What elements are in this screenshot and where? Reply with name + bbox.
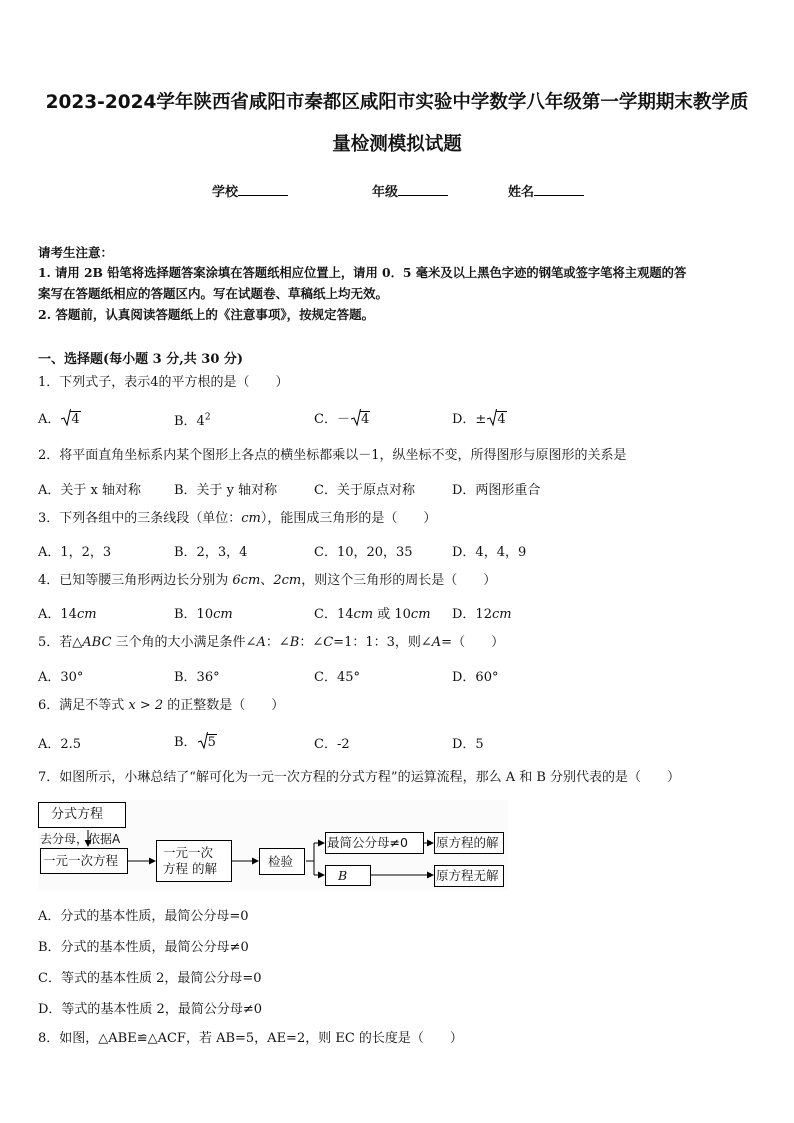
flowchart [38,800,508,890]
flow-box-lcd-nonzero: 最简公分母≠0 [325,832,424,854]
q4-option-c: C．14cm 或 10cm [314,607,431,622]
school-label: 学校 [212,185,239,200]
q5-option-d: D．60° [452,670,499,685]
grade-blank [398,183,448,196]
q3-stem: 3．下列各组中的三条线段（单位：cm），能围成三角形的是（ ） [38,511,437,526]
q2-option-b: B．关于 y 轴对称 [174,483,278,498]
q3-option-d: D．4，4，9 [452,545,527,560]
flow-box-linear-equation: 一元一次方程 [40,848,128,874]
grade-label: 年级 [372,185,399,200]
q6-stem: 6．满足不等式 x > 2 的正整数是（ ） [38,698,285,713]
q1-option-d: D．± 4 [452,408,507,427]
q3-option-a: A．1，2，3 [38,545,112,560]
note-1a: 1. 请用 2B 铅笔将选择题答案涂填在答题纸相应位置上，请用 0．5 毫米及以上黑色字迹的钢笔或签字笔将主观题的答 [38,265,687,280]
q1-option-a: A． 4 [38,408,81,427]
name-field [508,181,584,200]
note-1b: 案写在答题纸相应的答题区内。写在试题卷、草稿纸上均无效。 [38,286,389,301]
q7-option-a: A．分式的基本性质，最简公分母=0 [38,909,249,924]
q7-option-c: C．等式的基本性质 2，最简公分母=0 [38,971,262,986]
flow-box-linear-solution: 一元一次 方程 的解 [156,840,232,882]
grade-field [372,181,448,200]
q6-option-a: A．2.5 [38,737,82,752]
q1-option-c: C．－ 4 [314,408,370,427]
q2-option-c: C．关于原点对称 [314,483,415,498]
sqrt-symbol: 5 [198,734,217,750]
q6-option-b: B． 5 [174,731,217,750]
q3-option-b: B．2，3，4 [174,545,248,560]
q2-option-a: A．关于 x 轴对称 [38,483,141,498]
name-label: 姓名 [508,185,535,200]
flow-box-original-solution: 原方程的解 [434,832,504,854]
school-blank [238,183,288,196]
q5-option-b: B．36° [174,670,220,685]
flow-box-check: 检验 [259,848,305,875]
notes-heading: 请考生注意： [38,245,114,260]
q5-stem: 5．若△ABC 三个角的大小满足条件∠A：∠B：∠C=1：1：3，则∠A=（ ） [38,635,505,650]
q8-stem: 8．如图，△ABE≌△ACF，若 AB=5，AE=2，则 EC 的长度是（ ） [38,1031,463,1046]
sqrt-symbol: 4 [61,411,80,427]
sqrt-symbol: 4 [351,411,370,427]
flow-label-remove-denominator: 去分母，依据A [40,832,121,846]
q5-option-a: A．30° [38,670,84,685]
q4-stem: 4．已知等腰三角形两边长分别为 6cm、2cm，则这个三角形的周长是（ ） [38,573,497,588]
q1-stem: 1．下列式子，表示4的平方根的是（ ） [38,375,289,390]
q6-option-c: C．-2 [314,737,350,752]
q4-option-b: B．10cm [174,607,233,622]
q5-option-c: C．45° [314,670,360,685]
q4-option-d: D．12cm [452,607,512,622]
flow-box-fractional-equation: 分式方程 [38,802,126,828]
q7-option-b: B．分式的基本性质，最简公分母≠0 [38,940,249,955]
q1-option-b: B．$4^2$ [174,412,211,429]
q3-option-c: C．10，20，35 [314,545,413,560]
page-title-line1: 2023-2024学年陕西省咸阳市秦都区咸阳市实验中学数学八年级第一学期期末教学质 [45,92,749,113]
q4-option-a: A．14cm [38,607,97,622]
section-heading: 一、选择题(每小题 3 分,共 30 分) [38,352,244,367]
q7-stem: 7．如图所示，小琳总结了“解可化为一元一次方程的分式方程”的运算流程，那么 A 和 B 分别代表的是（ ） [38,770,681,785]
note-2: 2. 答题前，认真阅读答题纸上的《注意事项》，按规定答题。 [38,307,375,322]
q2-stem: 2．将平面直角坐标系内某个图形上各点的横坐标都乘以－1，纵坐标不变，所得图形与原图形的关系是 [38,448,627,463]
q2-option-d: D．两图形重合 [452,483,541,498]
flow-box-no-solution: 原方程无解 [434,865,504,887]
q7-option-d: D．等式的基本性质 2，最简公分母≠0 [38,1002,262,1017]
name-blank [534,183,584,196]
flow-box-b: B [325,865,371,886]
sqrt-symbol: 4 [487,411,506,427]
school-field [212,181,288,200]
q6-option-d: D．5 [452,737,484,752]
page-title-line2: 量检测模拟试题 [332,134,462,155]
